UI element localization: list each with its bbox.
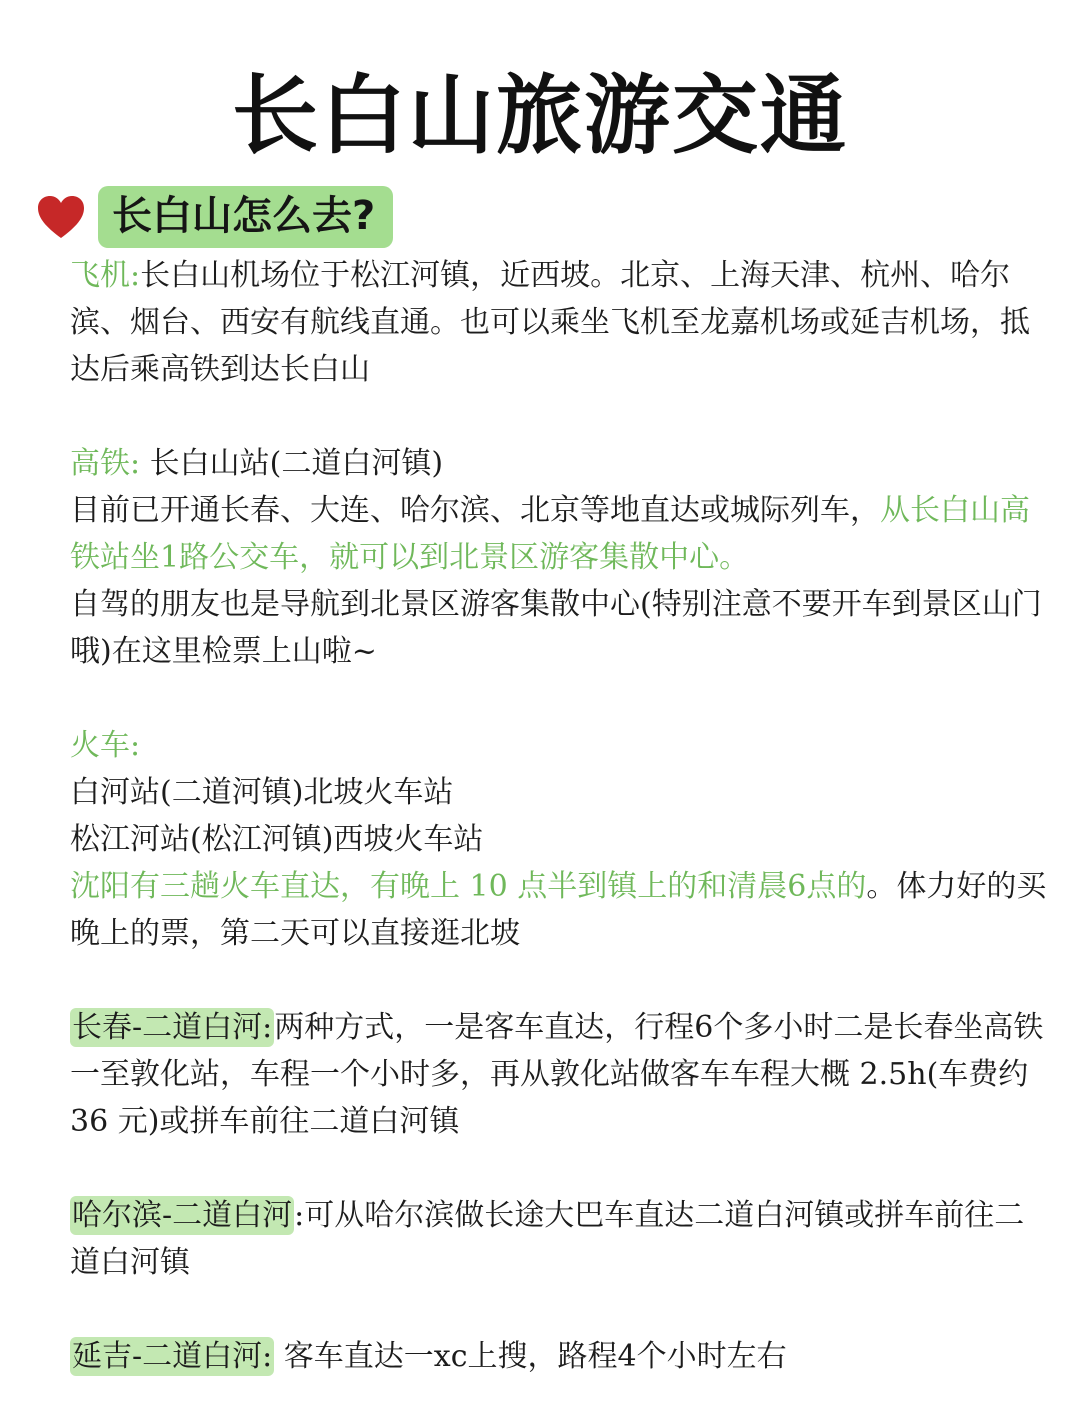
hsr-station: 长白山站(二道白河镇) bbox=[149, 446, 444, 481]
yanji-text: 客车直达一xc上搜，路程4个小时左右 bbox=[274, 1339, 787, 1374]
plane-label: 飞机: bbox=[70, 258, 141, 293]
self-drive-text: 自驾的朋友也是导航到北景区游客集散中心(特别注意不要开车到景区山门哦)在这里检票上山啦~ bbox=[70, 587, 1042, 669]
yanji-paragraph bbox=[70, 1333, 1050, 1380]
harbin-label: 哈尔滨-二道白河 bbox=[72, 1198, 293, 1233]
changchun-paragraph bbox=[70, 1004, 1050, 1145]
train-station-1: 白河站(二道河镇)北坡火车站 bbox=[70, 775, 454, 810]
changchun-text: 两种方式，一是客车直达，行程6个多小时二是长春坐高铁一至敦化站，车程一个小时多，再从敦化站做客车车程大概 2.5h(车费约 36 元)或拼车前往二道白河镇 bbox=[70, 1010, 1044, 1139]
yanji-label: 延吉-二道白河: bbox=[72, 1339, 273, 1374]
page-title: 长白山旅游交通 bbox=[232, 66, 848, 166]
section-heading-label: 长白山怎么去? bbox=[98, 186, 393, 248]
train-paragraph bbox=[70, 863, 1050, 957]
train-heading bbox=[70, 722, 1050, 769]
train-station-2: 松江河站(松江河镇)西坡火车站 bbox=[70, 822, 484, 857]
changchun-label: 长春-二道白河: bbox=[72, 1010, 273, 1045]
hsr-label: 高铁: bbox=[70, 446, 141, 481]
plane-text: 长白山机场位于松江河镇，近西坡。北京、上海天津、杭州、哈尔滨、烟台、西安有航线直通。也可以乘坐飞机至龙嘉机场或延吉机场，抵达后乘高铁到达长白山 bbox=[70, 258, 1030, 387]
train-schedule-tip: 沈阳有三趟火车直达，有晚上 10 点半到镇上的和清晨6点的 bbox=[70, 869, 867, 904]
hsr-paragraph bbox=[70, 487, 1050, 581]
plane-paragraph bbox=[70, 252, 1050, 393]
self-drive-paragraph bbox=[70, 581, 1050, 675]
train-label: 火车: bbox=[70, 728, 141, 763]
hsr-bus-tip: 从长白山高铁站坐1路公交车，就可以到北景区游客集散中心。 bbox=[70, 493, 1030, 575]
section-heading bbox=[36, 186, 393, 248]
harbin-text: :可从哈尔滨做长途大巴车直达二道白河镇或拼车前往二道白河镇 bbox=[70, 1198, 1025, 1280]
heart-icon bbox=[36, 194, 86, 240]
harbin-paragraph bbox=[70, 1192, 1050, 1286]
article-body bbox=[70, 252, 1050, 1380]
train-text: 。体力好的买晚上的票，第二天可以直接逛北坡 bbox=[70, 869, 1047, 951]
hsr-text: 目前已开通长春、大连、哈尔滨、北京等地直达或城际列车， bbox=[70, 493, 880, 528]
hsr-heading bbox=[70, 440, 1050, 487]
